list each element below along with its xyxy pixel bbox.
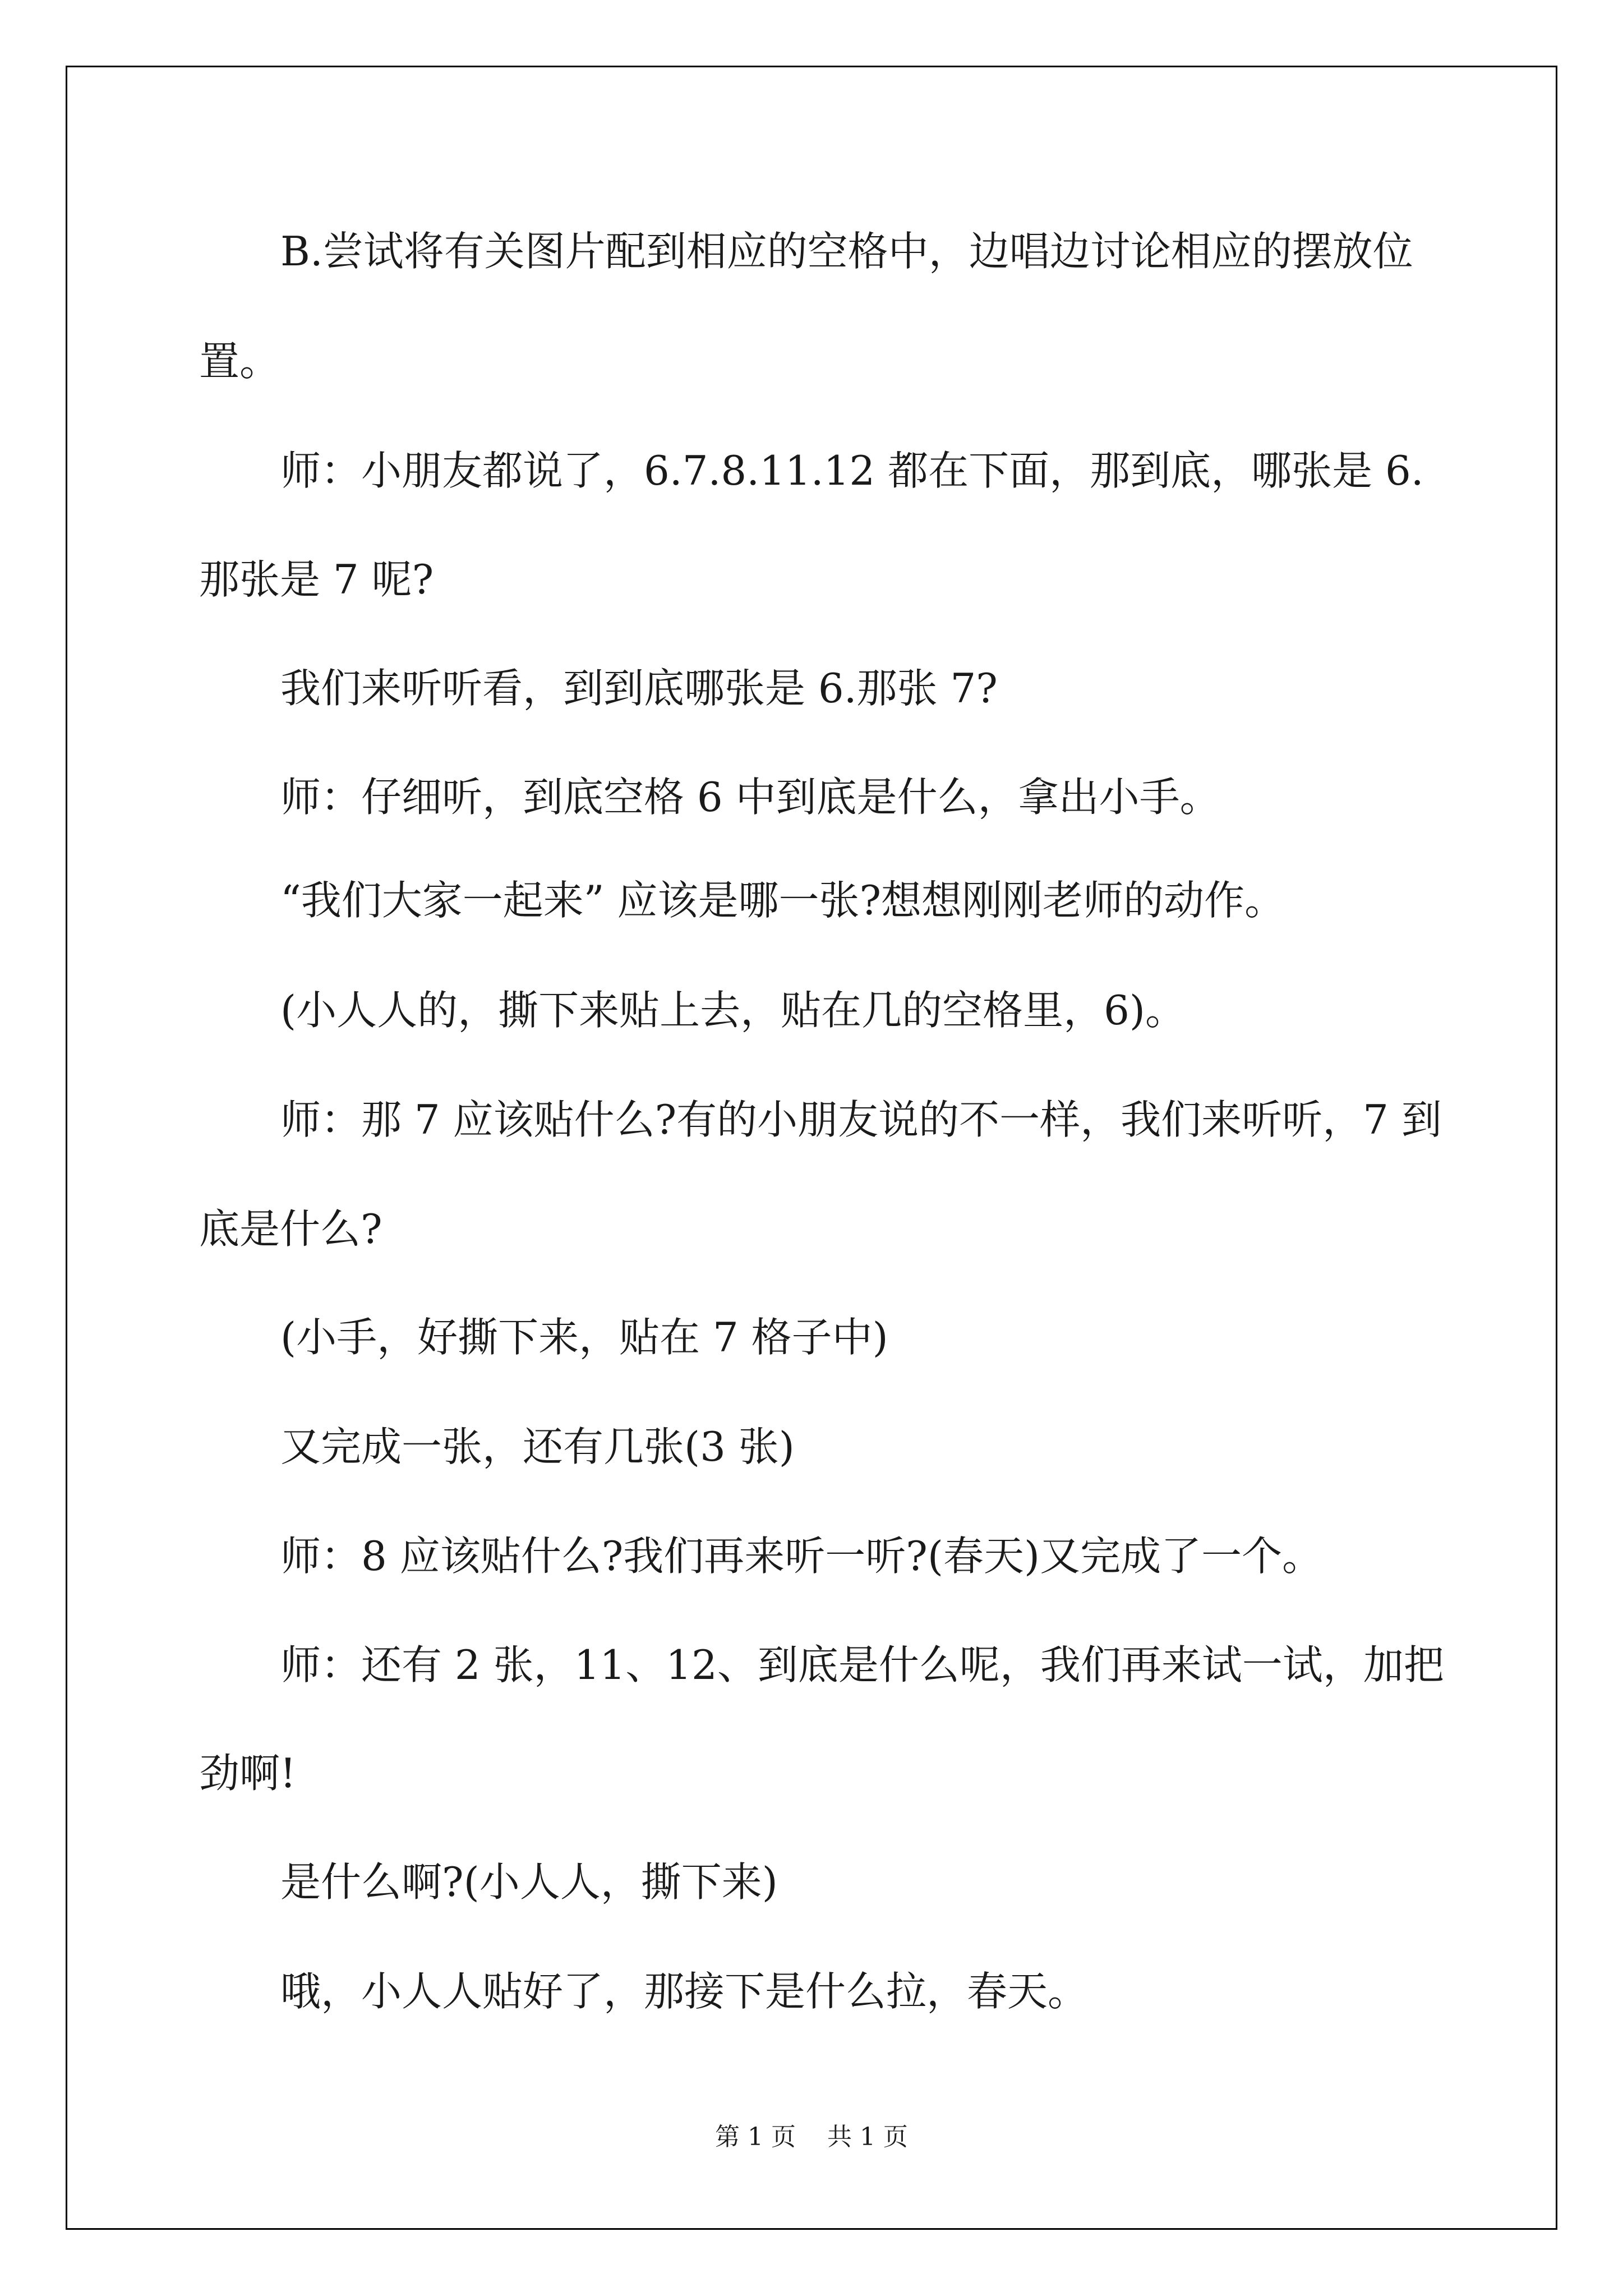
paragraph-line-15: 劲啊!: [199, 1750, 296, 1797]
page-number-footer: 第 1 页 共 1 页: [715, 2123, 908, 2151]
paragraph-line-5: 我们来听听看，到到底哪张是 6.那张 7?: [280, 665, 998, 712]
paragraph-line-7: “我们大家一起来” 应该是哪一张?想想刚刚老师的动作。: [280, 877, 1285, 924]
paragraph-line-9: 师：那 7 应该贴什么?有的小朋友说的不一样，我们来听听，7 到: [280, 1096, 1442, 1143]
paragraph-line-3: 师：小朋友都说了，6.7.8.11.12 都在下面，那到底，哪张是 6.: [280, 447, 1424, 494]
paragraph-line-6: 师：仔细听，到底空格 6 中到底是什么，拿出小手。: [280, 774, 1220, 821]
paragraph-line-11: (小手，好撕下来，贴在 7 格子中): [280, 1314, 888, 1361]
paragraph-line-4: 那张是 7 呢?: [199, 556, 434, 603]
paragraph-line-14: 师：还有 2 张，11、12、到底是什么呢，我们再来试一试，加把: [280, 1641, 1444, 1688]
paragraph-line-16: 是什么啊?(小人人，撕下来): [280, 1858, 778, 1906]
paragraph-line-12: 又完成一张，还有几张(3 张): [280, 1423, 795, 1470]
paragraph-line-8: (小人人的，撕下来贴上去，贴在几的空格里，6)。: [280, 987, 1186, 1034]
paragraph-line-17: 哦，小人人贴好了，那接下是什么拉，春天。: [280, 1968, 1089, 2015]
paragraph-line-13: 师：8 应该贴什么?我们再来听一听?(春天)又完成了一个。: [280, 1533, 1323, 1580]
paragraph-line-10: 底是什么?: [199, 1205, 382, 1253]
paragraph-line-2: 置。: [199, 338, 280, 385]
paragraph-line-1: B.尝试将有关图片配到相应的空格中，边唱边讨论相应的摆放位: [280, 228, 1413, 275]
